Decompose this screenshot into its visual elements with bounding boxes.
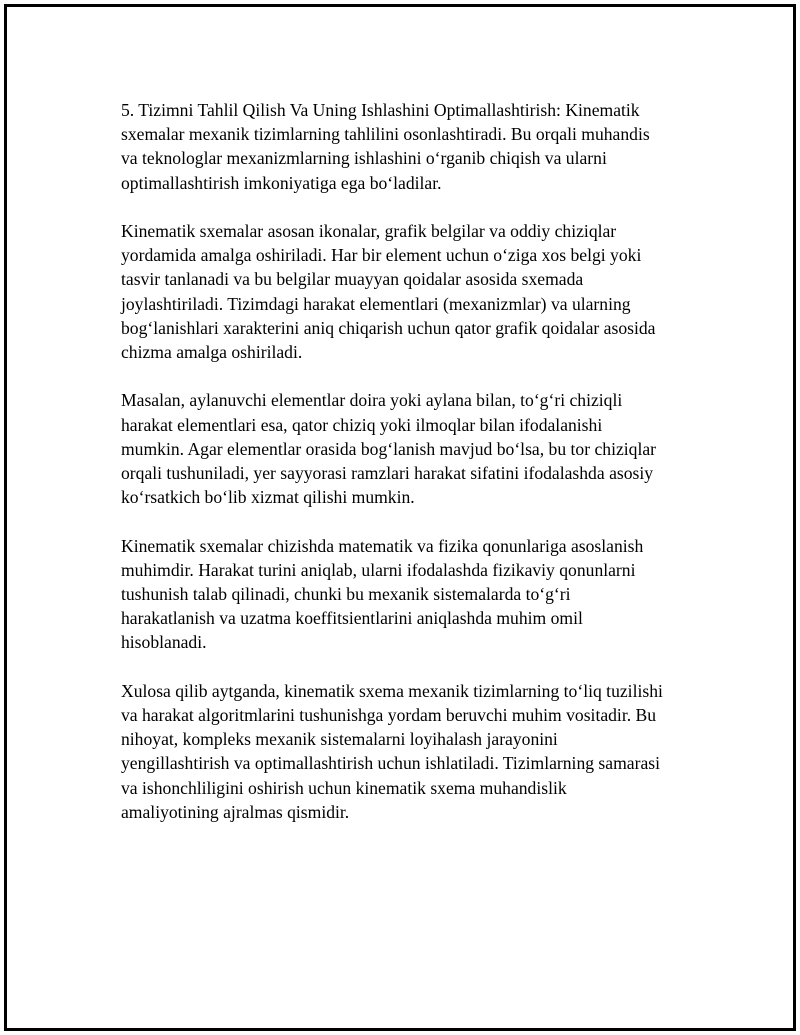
text-line: hisoblanadi.	[121, 632, 207, 653]
text-line: sxemalar mexanik tizimlarning tahlilini osonlashtiradi. Bu orqali muhandis	[121, 124, 650, 145]
text-line: mumkin. Agar elementlar orasida bog‘lanish mavjud bo‘lsa, bu tor chiziqlar	[121, 438, 657, 459]
text-line: tushunish talab qilinadi, chunki bu mexanik sistemalarda to‘g‘ri	[121, 584, 571, 605]
text-line: tasvir tanlanadi va bu belgilar muayyan qoidalar asosida sxemada	[121, 269, 584, 290]
paragraph-physics-laws	[121, 534, 711, 655]
text-line: nihoyat, kompleks mexanik sistemalarni loyihalash jarayonini	[121, 729, 558, 750]
text-line: chizma amalga oshiriladi.	[121, 342, 303, 363]
text-line: Xulosa qilib aytganda, kinematik sxema mexanik tizimlarning to‘liq tuzilishi	[121, 680, 663, 701]
text-line: ko‘rsatkich bo‘lib xizmat qilishi mumkin.	[121, 487, 415, 508]
text-line: va ishonchliligini oshirish uchun kinematik sxema muhandislik	[121, 777, 567, 798]
text-line: Kinematik sxemalar asosan ikonalar, grafik belgilar va oddiy chiziqlar	[121, 221, 617, 241]
paragraph-system-analysis	[121, 98, 711, 195]
text-line: 5. Tizimni Tahlil Qilish Va Uning Ishlashini Optimallashtirish: Kinematik	[121, 100, 640, 120]
text-line: yengillashtirish va optimallashtirish uchun ishlatiladi. Tizimlarning samarasi	[121, 753, 660, 774]
text-line: va teknologlar mexanizmlarning ishlashini o‘rganib chiqish va ularni	[121, 148, 607, 169]
text-line: harakat elementlari esa, qator chiziq yoki ilmoqlar bilan ifodalanishi	[121, 414, 603, 435]
document-page	[4, 4, 796, 1031]
text-line: Masalan, aylanuvchi elementlar doira yoki aylana bilan, to‘g‘ri chiziqli	[121, 390, 623, 411]
text-line: va harakat algoritmlarini tushunishga yordam beruvchi muhim vositadir. Bu	[121, 705, 657, 726]
text-line: bog‘lanishlari xarakterini aniq chiqarish uchun qator grafik qoidalar asosida	[121, 317, 656, 338]
text-line: joylashtiriladi. Tizimdagi harakat elementlari (mexanizmlar) va ularning	[121, 293, 631, 314]
paragraph-examples	[121, 388, 711, 509]
text-line: amaliyotining ajralmas qismidir.	[121, 801, 350, 822]
text-line: orqali tushuniladi, yer sayyorasi ramzlari harakat sifatini ifodalashda asosiy	[121, 463, 654, 484]
text-line: yordamida amalga oshiriladi. Har bir element uchun o‘ziga xos belgi yoki	[121, 245, 642, 266]
paragraph-conclusion	[121, 679, 711, 824]
text-line: harakatlanish va uzatma koeffitsientlarini aniqlashda muhim omil	[121, 608, 583, 629]
text-line: Kinematik sxemalar chizishda matematik va fizika qonunlariga asoslanish	[121, 535, 644, 556]
document-body	[121, 98, 711, 848]
text-line: muhimdir. Harakat turini aniqlab, ularni ifodalashda fizikaviy qonunlarni	[121, 559, 636, 580]
paragraph-graphic-symbols	[121, 219, 711, 364]
text-line: optimallashtirish imkoniyatiga ega bo‘ladilar.	[121, 172, 442, 193]
